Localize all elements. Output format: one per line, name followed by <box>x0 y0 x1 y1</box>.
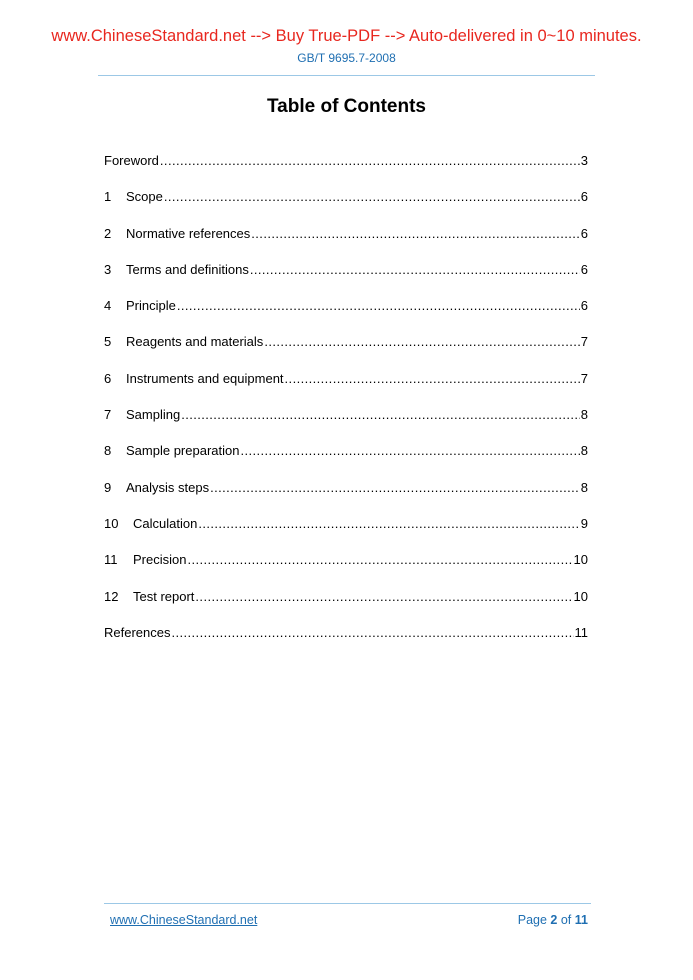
header-divider <box>98 75 595 76</box>
toc-entry-page: 8 <box>580 407 588 423</box>
toc-entry-label: Calculation <box>133 515 198 531</box>
footer-divider <box>104 903 591 904</box>
toc-entry-number: 10 <box>104 515 119 531</box>
toc-leader-dots <box>250 261 580 279</box>
toc-entry-number: 7 <box>104 407 112 423</box>
page-prefix: Page <box>517 913 547 927</box>
toc-entry-calculation[interactable] <box>104 515 588 551</box>
toc-entry-label: Analysis steps <box>126 479 210 495</box>
footer-site-link[interactable]: www.ChineseStandard.net <box>110 913 258 927</box>
toc-entry-label: Normative references <box>126 225 251 241</box>
toc-leader-dots <box>164 188 580 206</box>
toc-entry-label: Foreword <box>104 153 159 168</box>
page-total: 11 <box>574 913 588 927</box>
toc-entry-page: 7 <box>580 370 588 386</box>
toc-entry-instruments-and-equipment[interactable] <box>104 370 588 406</box>
toc-leader-dots <box>240 442 579 460</box>
toc-entry-page: 7 <box>580 334 588 350</box>
toc-entry-number: 2 <box>104 225 112 241</box>
toc-entry-normative-references[interactable] <box>104 225 588 261</box>
toc-entry-page: 6 <box>580 298 588 314</box>
purchase-banner[interactable]: www.ChineseStandard.net --> Buy True-PDF --> Auto-delivered in 0~10 minutes. <box>51 27 642 45</box>
toc-entry-label: Precision <box>133 552 187 568</box>
toc-entry-sampling[interactable] <box>104 406 588 442</box>
toc-entry-page: 6 <box>580 189 588 205</box>
toc-entry-label: Reagents and materials <box>126 334 264 350</box>
toc-entry-reagents-and-materials[interactable] <box>104 333 588 369</box>
toc-entry-page: 9 <box>580 515 588 531</box>
toc-entry-label: Terms and definitions <box>126 261 249 277</box>
toc-entry-principle[interactable] <box>104 297 588 333</box>
toc-entry-page: 10 <box>573 588 588 604</box>
toc-entry-page: 11 <box>574 624 588 640</box>
toc-leader-dots <box>160 152 580 170</box>
toc-entry-sample-preparation[interactable] <box>104 442 588 478</box>
toc-entry-number: 11 <box>104 552 118 568</box>
toc-entry-page: 3 <box>580 153 588 168</box>
toc-entry-references[interactable] <box>104 624 588 660</box>
toc-leader-dots <box>264 333 579 351</box>
toc-entry-page: 8 <box>580 479 588 495</box>
toc-entry-number: 1 <box>104 189 112 205</box>
toc-entry-scope[interactable] <box>104 188 588 224</box>
page-of: of <box>560 913 572 927</box>
standard-code: GB/T 9695.7-2008 <box>297 51 396 65</box>
toc-entry-test-report[interactable] <box>104 588 588 624</box>
toc-leader-dots <box>195 588 572 606</box>
toc-leader-dots <box>210 479 580 497</box>
toc-entry-number: 3 <box>104 261 112 277</box>
toc-leader-dots <box>187 551 572 569</box>
toc-entry-page: 8 <box>580 443 588 459</box>
toc-entry-analysis-steps[interactable] <box>104 479 588 515</box>
toc-entry-terms-and-definitions[interactable] <box>104 261 588 297</box>
toc-leader-dots <box>177 297 580 315</box>
toc-entry-number: 9 <box>104 479 112 495</box>
toc-list <box>104 152 588 660</box>
toc-entry-page: 6 <box>580 261 588 277</box>
page-indicator <box>518 913 588 927</box>
toc-entry-label: Instruments and equipment <box>126 370 284 386</box>
toc-entry-number: 6 <box>104 370 112 386</box>
page-current: 2 <box>550 913 558 927</box>
toc-leader-dots <box>198 515 579 533</box>
toc-entry-precision[interactable] <box>104 551 588 587</box>
toc-entry-foreword[interactable] <box>104 152 588 188</box>
toc-leader-dots <box>181 406 580 424</box>
toc-entry-label: Sampling <box>126 407 181 423</box>
toc-entry-label: Principle <box>126 298 176 314</box>
toc-entry-page: 6 <box>580 225 588 241</box>
toc-leader-dots <box>171 624 573 642</box>
toc-entry-label: Test report <box>133 588 195 604</box>
toc-entry-label: References <box>104 624 171 640</box>
toc-leader-dots <box>285 370 580 388</box>
toc-leader-dots <box>251 225 579 243</box>
toc-entry-number: 12 <box>104 588 119 604</box>
toc-entry-number: 4 <box>104 298 112 314</box>
toc-entry-label: Sample preparation <box>126 443 240 459</box>
toc-entry-number: 8 <box>104 443 112 459</box>
toc-entry-number: 5 <box>104 334 112 350</box>
page-title: Table of Contents <box>266 96 427 117</box>
toc-entry-label: Scope <box>126 189 163 205</box>
toc-entry-page: 10 <box>573 552 588 568</box>
